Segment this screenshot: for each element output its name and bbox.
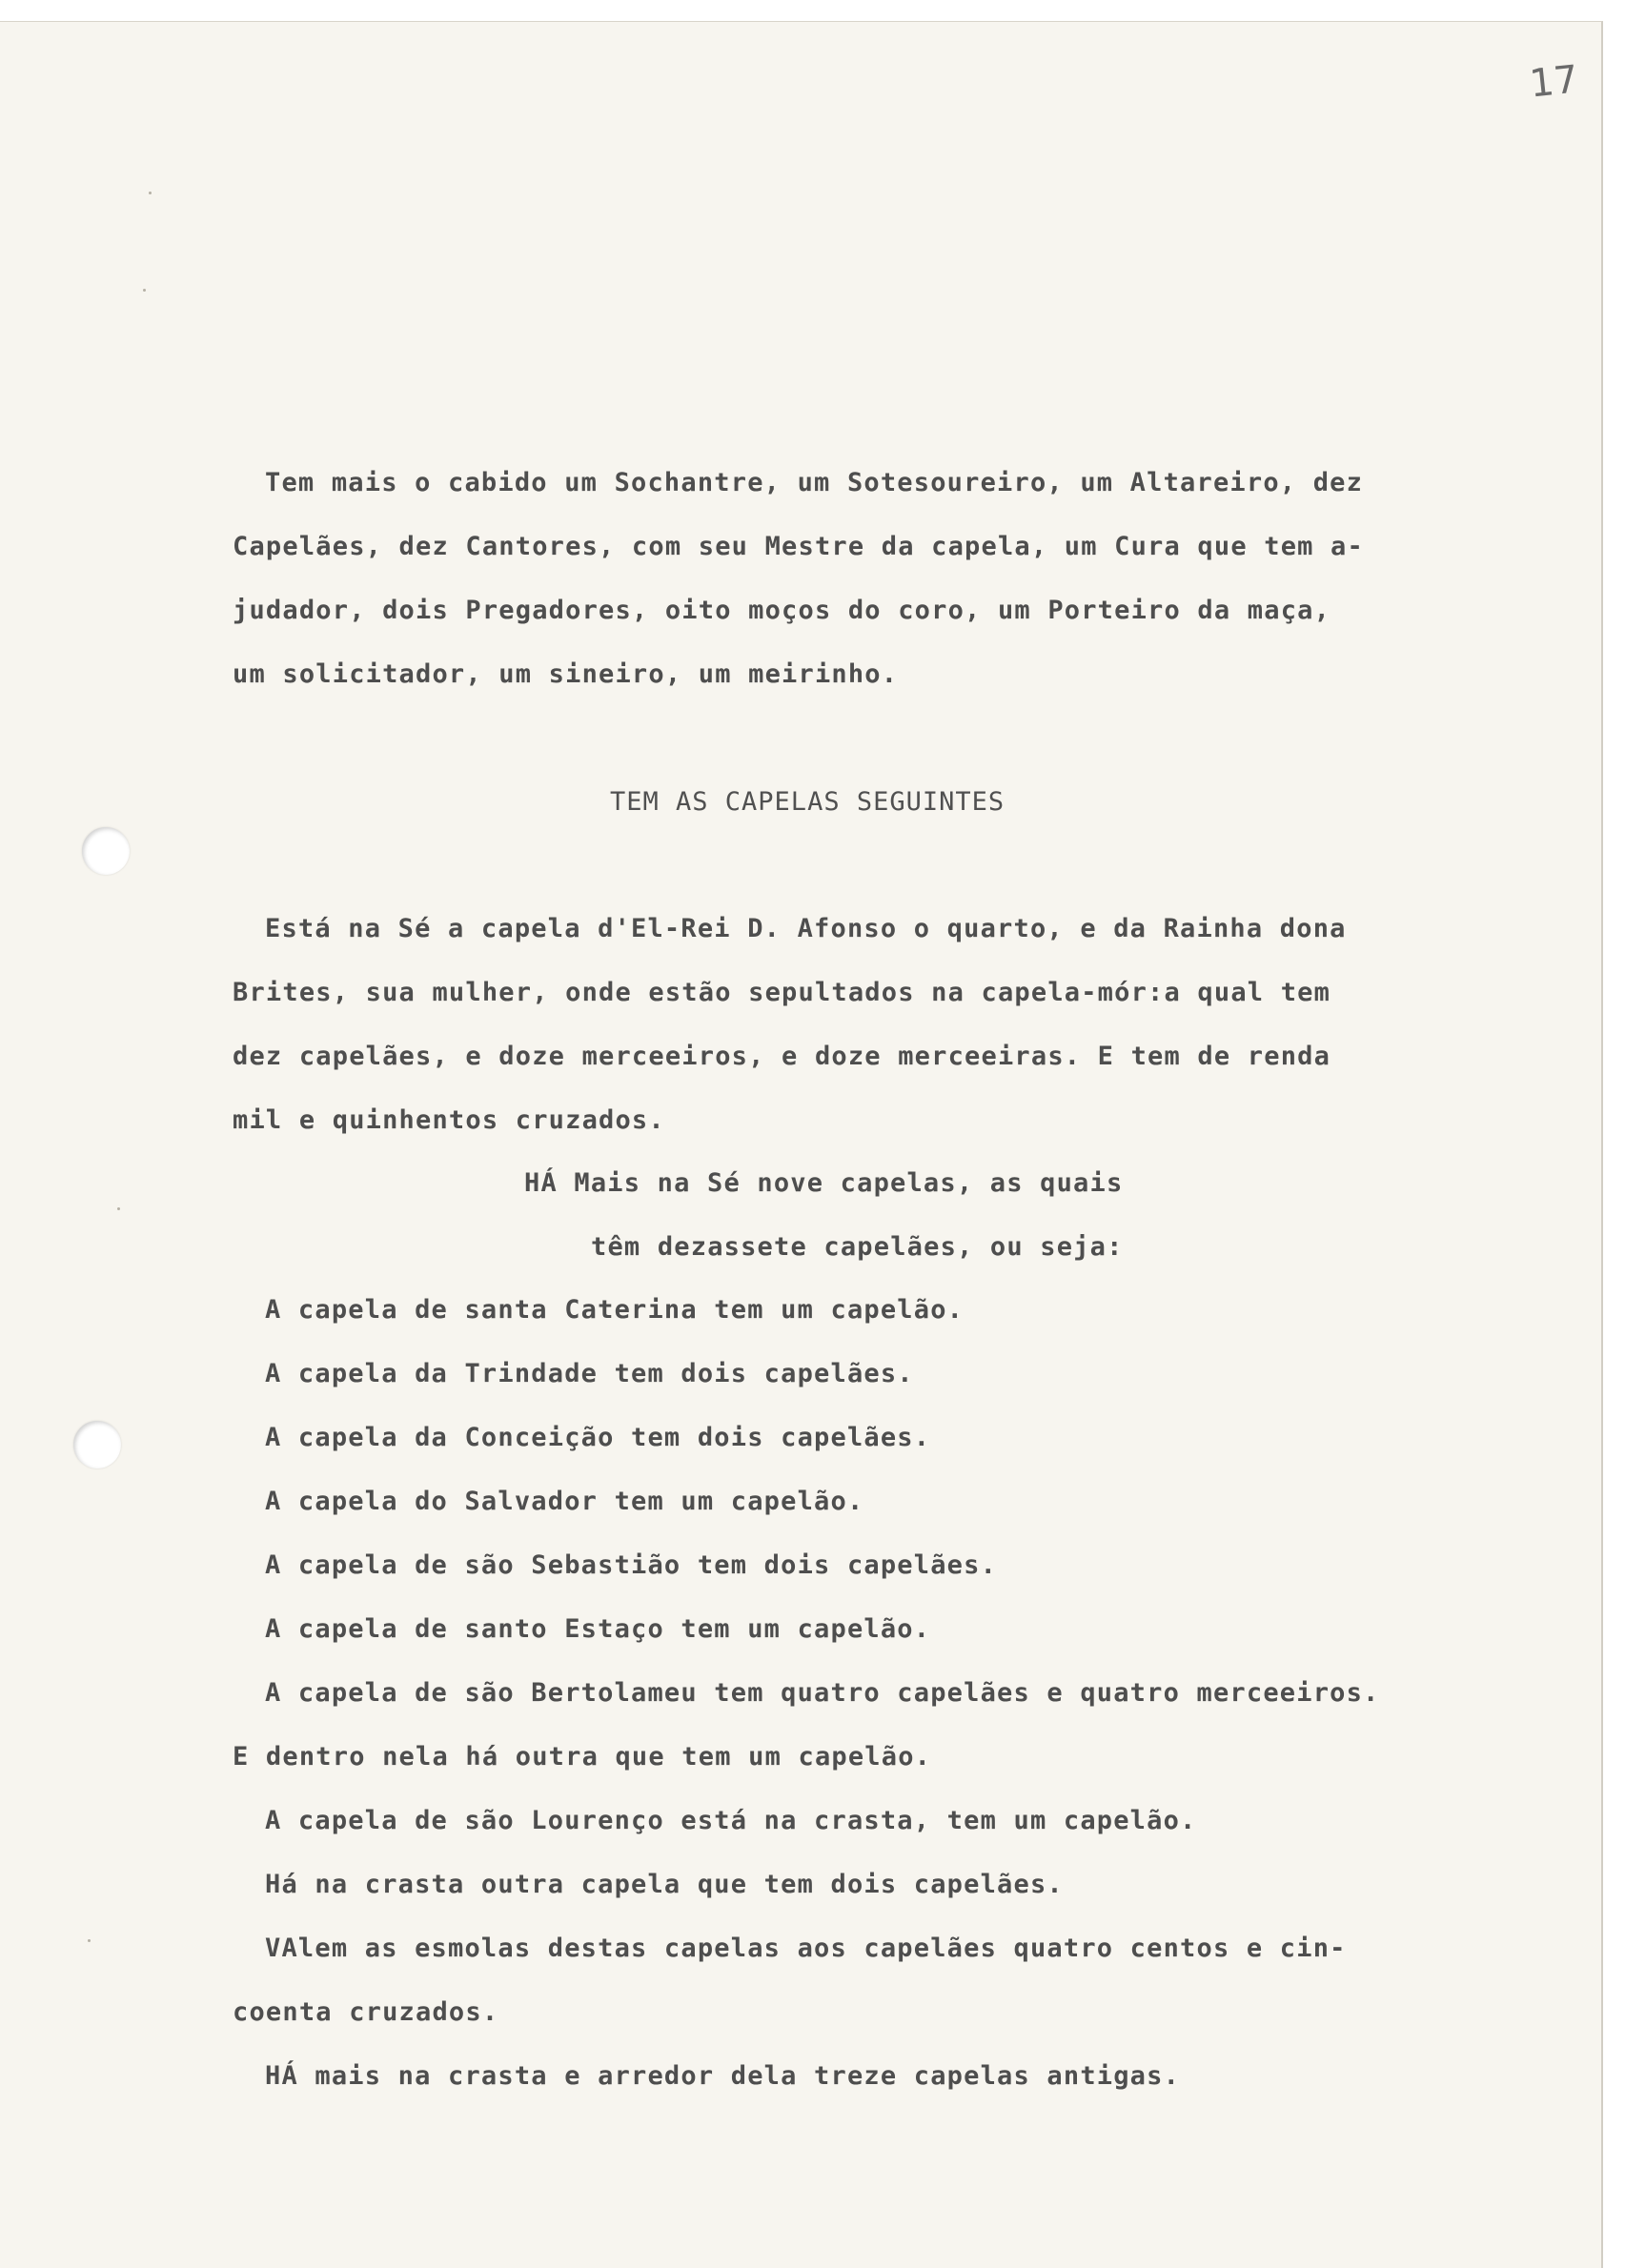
list-item: HÁ mais na crasta e arredor dela treze capelas antigas. — [265, 2061, 1181, 2091]
text-line: dez capelães, e doze merceeiros, e doze merceeiras. E tem de renda — [233, 1042, 1331, 1071]
list-item: A capela do Salvador tem um capelão. — [265, 1487, 864, 1516]
text-line: Está na Sé a capela d'El-Rei D. Afonso o quarto, e da Rainha dona — [265, 914, 1347, 943]
list-item: A capela de são Bertolameu tem quatro capelães e quatro merceeiros. — [265, 1678, 1380, 1708]
paper-speck — [117, 1207, 120, 1210]
text-line: judador, dois Pregadores, oito moços do coro, um Porteiro da maça, — [233, 596, 1331, 625]
list-item: A capela da Conceição tem dois capelães. — [265, 1423, 931, 1452]
punch-hole-upper — [82, 827, 130, 875]
text-line: mil e quinhentos cruzados. — [233, 1105, 665, 1135]
page-number: 17 — [1527, 57, 1581, 107]
text-line: HÁ Mais na Sé nove capelas, as quais — [524, 1168, 1124, 1198]
list-item: A capela de são Lourenço está na crasta, tem um capelão. — [265, 1806, 1197, 1835]
list-item: coenta cruzados. — [233, 1997, 499, 2027]
list-item: Há na crasta outra capela que tem dois capelães. — [265, 1870, 1064, 1899]
list-item: A capela de são Sebastião tem dois capelães. — [265, 1550, 998, 1580]
text-line: Tem mais o cabido um Sochantre, um Sotesoureiro, um Altareiro, dez — [265, 468, 1364, 497]
punch-hole-lower — [73, 1421, 121, 1468]
text-line: Brites, sua mulher, onde estão sepultados na capela-mór:a qual tem — [233, 978, 1331, 1007]
text-line: têm dezassete capelães, ou seja: — [591, 1232, 1124, 1262]
list-item: A capela de santo Estaço tem um capelão. — [265, 1614, 931, 1644]
document-page — [0, 21, 1603, 2268]
section-heading: TEM AS CAPELAS SEGUINTES — [610, 787, 1005, 817]
list-item: E dentro nela há outra que tem um capelão. — [233, 1742, 932, 1772]
list-item: VAlem as esmolas destas capelas aos capelães quatro centos e cin- — [265, 1934, 1347, 1963]
paper-speck — [143, 289, 146, 292]
paper-speck — [88, 1939, 91, 1942]
text-line: Capelães, dez Cantores, com seu Mestre da capela, um Cura que tem a- — [233, 532, 1364, 561]
list-item: A capela de santa Caterina tem um capelão. — [265, 1295, 965, 1325]
list-item: A capela da Trindade tem dois capelães. — [265, 1359, 914, 1388]
text-line: um solicitador, um sineiro, um meirinho. — [233, 659, 899, 689]
paper-speck — [149, 192, 152, 194]
